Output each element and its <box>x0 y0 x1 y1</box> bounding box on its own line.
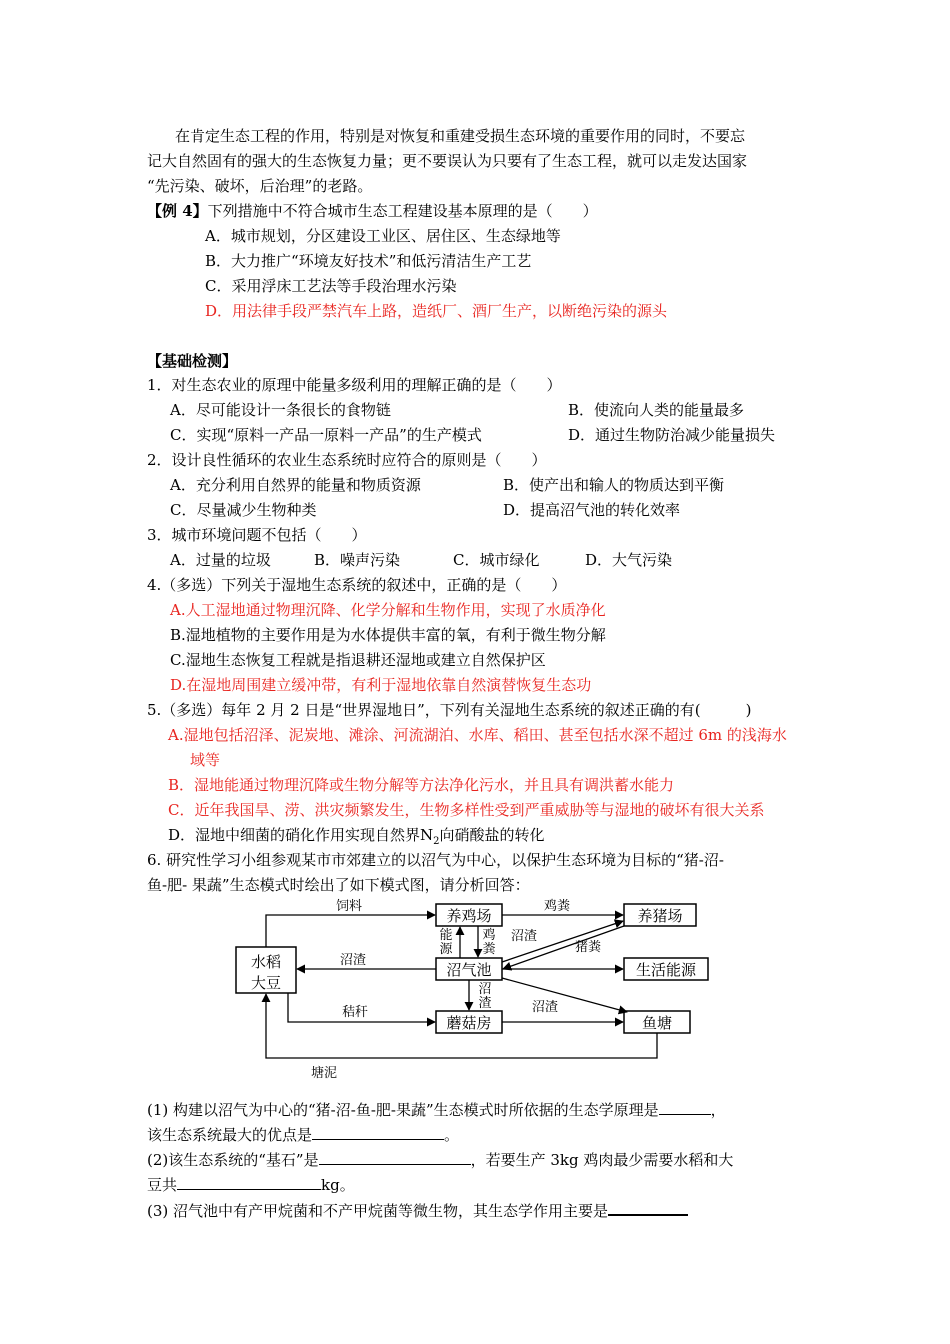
example4-question <box>147 201 598 221</box>
q6-sub2-text-end: ，若要生产 3kg 鸡肉最少需要水稻和大 <box>470 1151 734 1169</box>
q6-intro-line-1: 6. 研究性学习小组参观某市市郊建立的以沼气为中心，以保护生态环境为目标的“猪-沼- <box>147 851 724 869</box>
intro-line-1: 在肯定生态工程的作用，特别是对恢复和重建受损生态环境的重要作用的同时，不要忘 <box>175 127 746 145</box>
ecological-model-diagram <box>232 894 712 1080</box>
q6-sub2-unit: kg。 <box>321 1176 355 1194</box>
q5-stem: 5.（多选）每年 2 月 2 日是“世界湿地日”，下列有关湿地生态系统的叙述正确的有( ) <box>147 701 752 719</box>
label-residue-down-1: 沼 <box>478 982 492 997</box>
q6-sub2-text-2: 豆共 <box>147 1176 178 1194</box>
section-title: 【基础检测】 <box>147 352 238 370</box>
q5-option-a-line2: 域等 <box>190 751 221 769</box>
node-fishpond-label: 鱼塘 <box>641 1014 673 1032</box>
q2-option-c: C．尽量减少生物种类 <box>170 501 317 519</box>
q3-option-b: B．噪声污染 <box>314 551 401 569</box>
node-energy-label: 生活能源 <box>635 961 697 979</box>
label-feed: 饲料 <box>335 899 363 914</box>
edge-feed <box>266 915 435 947</box>
q5-option-a-line1: A.湿地包括沼泽、泥炭地、滩涂、河流湖泊、水库、稻田、甚至包括水深不超过 6m 的浅海水 <box>168 726 787 744</box>
q5-option-c: C．近年我国旱、涝、洪灾频繁发生，生物多样性受到严重威胁等与湿地的破坏有很大关系 <box>168 801 765 819</box>
q6-sub2-line-1 <box>147 1150 733 1170</box>
q6-sub1-blank-2[interactable] <box>312 1125 444 1140</box>
q2-option-a: A．充分利用自然界的能量和物质资源 <box>170 476 421 494</box>
label-chicken-manure-v2: 粪 <box>482 942 496 957</box>
q5-option-b: B．湿地能通过物理沉降或生物分解等方法净化污水，并且具有调洪蓄水能力 <box>168 776 675 794</box>
label-residue-down-2: 渣 <box>478 996 492 1011</box>
q4-option-c: C.湿地生态恢复工程就是指退耕还湿地或建立自然保护区 <box>170 651 546 669</box>
example4-tag: 【例 4】 <box>147 202 208 220</box>
q6-sub1-line-2 <box>147 1125 459 1145</box>
label-straw: 秸秆 <box>341 1005 369 1020</box>
q3-option-a: A．过量的垃圾 <box>170 551 271 569</box>
q4-option-b: B.湿地植物的主要作用是为水体提供丰富的氧，有利于微生物分解 <box>170 626 606 644</box>
q2-option-d: D．提高沼气池的转化效率 <box>503 501 681 519</box>
q6-sub3-line <box>147 1200 688 1221</box>
q6-sub2-blank-1[interactable] <box>319 1150 471 1165</box>
q6-sub1-line-1 <box>147 1100 726 1120</box>
intro-line-2: 记大自然固有的强大的生态恢复力量；更不要误认为只要有了生态工程，就可以走发达国家 <box>147 152 748 170</box>
q5-option-d-subscript: 2 <box>433 836 440 847</box>
example4-option-d: D．用法律手段严禁汽车上路，造纸厂、酒厂生产，以断绝污染的源头 <box>205 302 668 320</box>
label-chicken-manure: 鸡粪 <box>543 899 571 914</box>
label-energy-1: 能 <box>439 928 453 943</box>
q4-stem: 4.（多选）下列关于湿地生态系统的叙述中，正确的是（ ） <box>147 576 567 594</box>
node-chicken-label: 养鸡场 <box>446 907 492 925</box>
q4-option-a: A.人工湿地通过物理沉降、化学分解和生物作用，实现了水质净化 <box>170 601 606 619</box>
example4-option-c: C．采用浮床工艺法等手段治理水污染 <box>205 277 457 295</box>
q3-option-c: C．城市绿化 <box>453 551 540 569</box>
edge-residue-to-fishpond <box>502 978 627 1012</box>
q2-option-b: B．使产出和输人的物质达到平衡 <box>503 476 725 494</box>
q4-option-d: D.在湿地周围建立缓冲带，有利于湿地依靠自然演替恢复生态功 <box>170 676 592 694</box>
label-energy-2: 源 <box>439 942 453 957</box>
q5-option-d <box>168 825 545 852</box>
q6-sub1-text-2: 该生态系统最大的优点是 <box>147 1126 313 1144</box>
example4-option-a: A．城市规划，分区建设工业区、居住区、生态绿地等 <box>205 227 561 245</box>
node-biogas-label: 沼气池 <box>446 961 492 979</box>
node-pig-label: 养猪场 <box>637 907 683 925</box>
q1-option-d: D．通过生物防治减少能量损失 <box>568 426 776 444</box>
q6-sub1-text: (1) 构建以沼气为中心的“猪-沼-鱼-肥-果蔬”生态模式时所依据的生态学原理是 <box>147 1101 659 1119</box>
label-residue-fish: 沼渣 <box>531 1000 559 1015</box>
label-residue-up: 沼渣 <box>510 929 538 944</box>
q6-sub2-line-2 <box>147 1175 355 1195</box>
q6-sub2-text: (2)该生态系统的“基石”是 <box>147 1151 319 1169</box>
node-soybean-label: 大豆 <box>250 974 282 992</box>
q6-sub3-blank[interactable] <box>608 1200 688 1216</box>
label-residue-left: 沼渣 <box>339 953 367 968</box>
q5-option-d-text-end: 向硝酸盐的转化 <box>439 826 545 844</box>
intro-line-3: “先污染、破坏，后治理”的老路。 <box>147 177 373 195</box>
label-pig-manure: 猪粪 <box>574 940 602 955</box>
q2-stem: 2．设计良性循环的农业生态系统时应符合的原则是（ ） <box>147 451 547 469</box>
q3-stem: 3．城市环境问题不包括（ ） <box>147 526 367 544</box>
node-mushroom-label: 蘑菇房 <box>446 1014 492 1032</box>
q3-option-d: D．大气污染 <box>585 551 673 569</box>
q1-stem: 1．对生态农业的原理中能量多级利用的理解正确的是（ ） <box>147 376 562 394</box>
label-pond-mud: 塘泥 <box>310 1066 338 1080</box>
q1-option-c: C．实现“原料一产品一原料一产品”的生产模式 <box>170 426 482 444</box>
q6-sub3-text: (3) 沼气池中有产甲烷菌和不产甲烷菌等微生物，其生态学作用主要是 <box>147 1202 609 1220</box>
q6-intro-line-2: 鱼-肥- 果蔬”生态模式时绘出了如下模式图，请分析回答： <box>147 876 530 894</box>
node-rice-label: 水稻 <box>250 953 282 971</box>
q6-sub2-blank-2[interactable] <box>177 1175 321 1190</box>
q6-sub1-blank-1[interactable] <box>659 1100 711 1115</box>
q6-sub1-punct-2: 。 <box>444 1126 460 1144</box>
example4-stem: 下列措施中不符合城市生态工程建设基本原理的是（ ） <box>207 202 598 220</box>
example4-option-b: B．大力推广“环境友好技术”和低污清洁生产工艺 <box>205 252 532 270</box>
q1-option-b: B．使流向人类的能量最多 <box>568 401 745 419</box>
q5-option-d-text: D．湿地中细菌的硝化作用实现自然界N <box>168 826 434 844</box>
q1-option-a: A．尽可能设计一条很长的食物链 <box>170 401 391 419</box>
q6-sub1-punct: ， <box>710 1101 726 1119</box>
label-chicken-manure-v1: 鸡 <box>482 928 496 943</box>
